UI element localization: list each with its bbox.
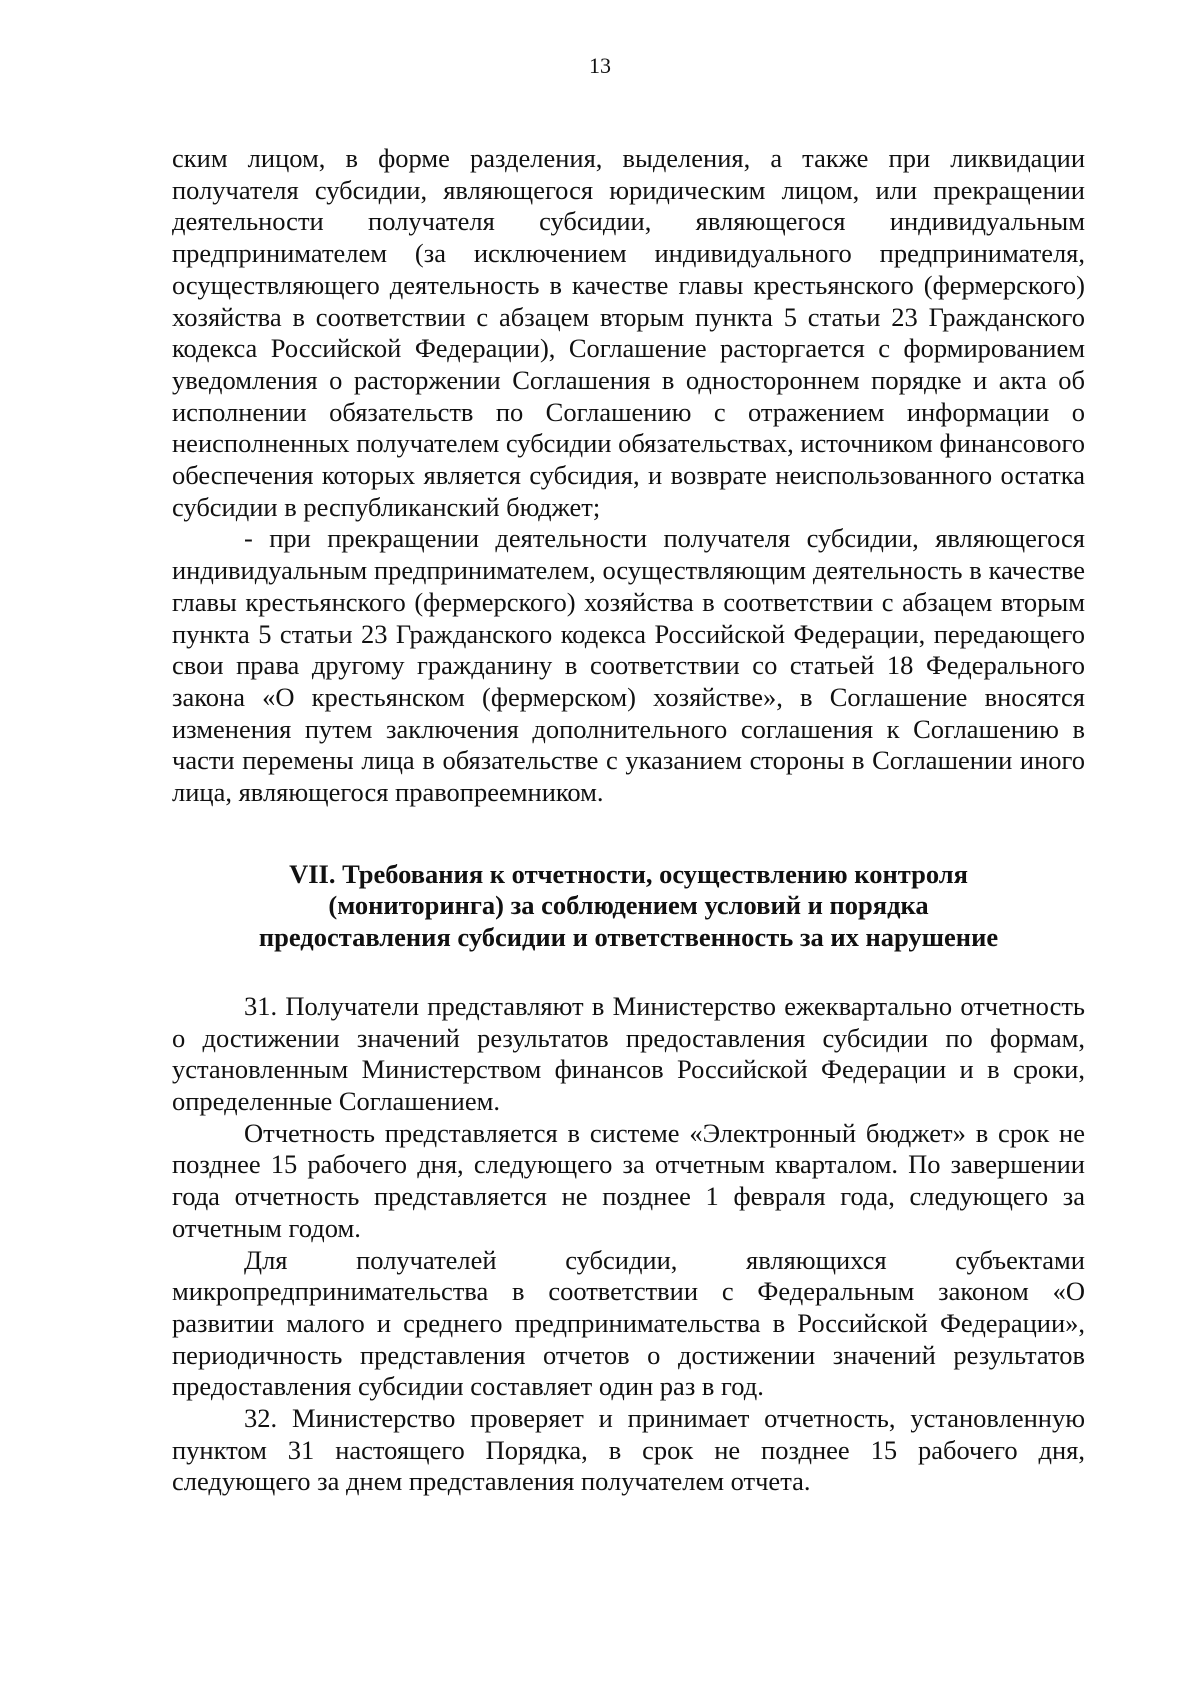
document-body — [172, 143, 1085, 1498]
paragraph-reporting-deadline: Отчетность представляется в системе «Электронный бюджет» в срок не позднее 15 рабочего дня, следующего за отчетным кварталом. По завершении года отчетность представляется не позднее 1 февраля года, следующего за отчетным годом. — [172, 1117, 1085, 1243]
section-heading-line: (мониторинга) за соблюдением условий и порядка — [328, 890, 929, 921]
paragraph-item-32: 32. Министерство проверяет и принимает отчетность, установленную пунктом 31 настоящего Порядка, в срок не позднее 15 рабочего дня, следующего за днем представления получателем отчета. — [172, 1403, 1085, 1497]
paragraph-micro-enterprise: Для получателей субсидии, являющихся субъектами микропредпринимательства в соответствии с Федеральным законом «О развитии малого и среднего предпринимательства в Российской Федерации», периодичность представления отчетов о достижении значений результатов предоставления субсидии составляет один раз в год. — [172, 1244, 1085, 1402]
paragraph-continuation: ским лицом, в форме разделения, выделения, а также при ликвидации получателя субсидии, являющегося юридическим лицом, или прекращении деятельности получателя субсидии, являющегося индивидуальным предпринимателем (за исключением индивидуального предпринимателя, осуществляющего деятельность в качестве главы крестьянского (фермерского) хозяйства в соответствии с абзацем вторым пункта 5 статьи 23 Гражданского кодекса Российской Федерации), Соглашение расторгается с формированием уведомления о расторжении Соглашения в одностороннем порядке и акта об исполнении обязательств по Соглашению с отражением информации о неисполненных получателем субсидии обязательствах, источником финансового обеспечения которых является субсидия, и возврате неиспользованного остатка субсидии в республиканский бюджет; — [172, 143, 1085, 522]
page-number: 13 — [589, 53, 611, 78]
paragraph-bullet-succession: - при прекращении деятельности получателя субсидии, являющегося индивидуальным предпринимателем, осуществляющим деятельность в качестве главы крестьянского (фермерского) хозяйства в соответствии с абзацем вторым пункта 5 статьи 23 Гражданского кодекса Российской Федерации, передающего свои права другому гражданину в соответствии со статьей 18 Федерального закона «О крестьянском (фермерском) хозяйстве», в Соглашение вносятся изменения путем заключения дополнительного соглашения к Соглашению в части перемены лица в обязательстве с указанием стороны в Соглашении иного лица, являющегося правопреемником. — [172, 523, 1085, 808]
section-heading — [172, 859, 1085, 954]
section-heading-line: VII. Требования к отчетности, осуществлению контроля — [289, 858, 968, 889]
paragraph-item-31: 31. Получатели представляют в Министерство ежеквартально отчетность о достижении значений результатов предоставления субсидии по формам, установленным Министерством финансов Российской Федерации и в сроки, определенные Соглашением. — [172, 990, 1085, 1116]
section-heading-line: предоставления субсидии и ответственность за их нарушение — [258, 922, 999, 953]
